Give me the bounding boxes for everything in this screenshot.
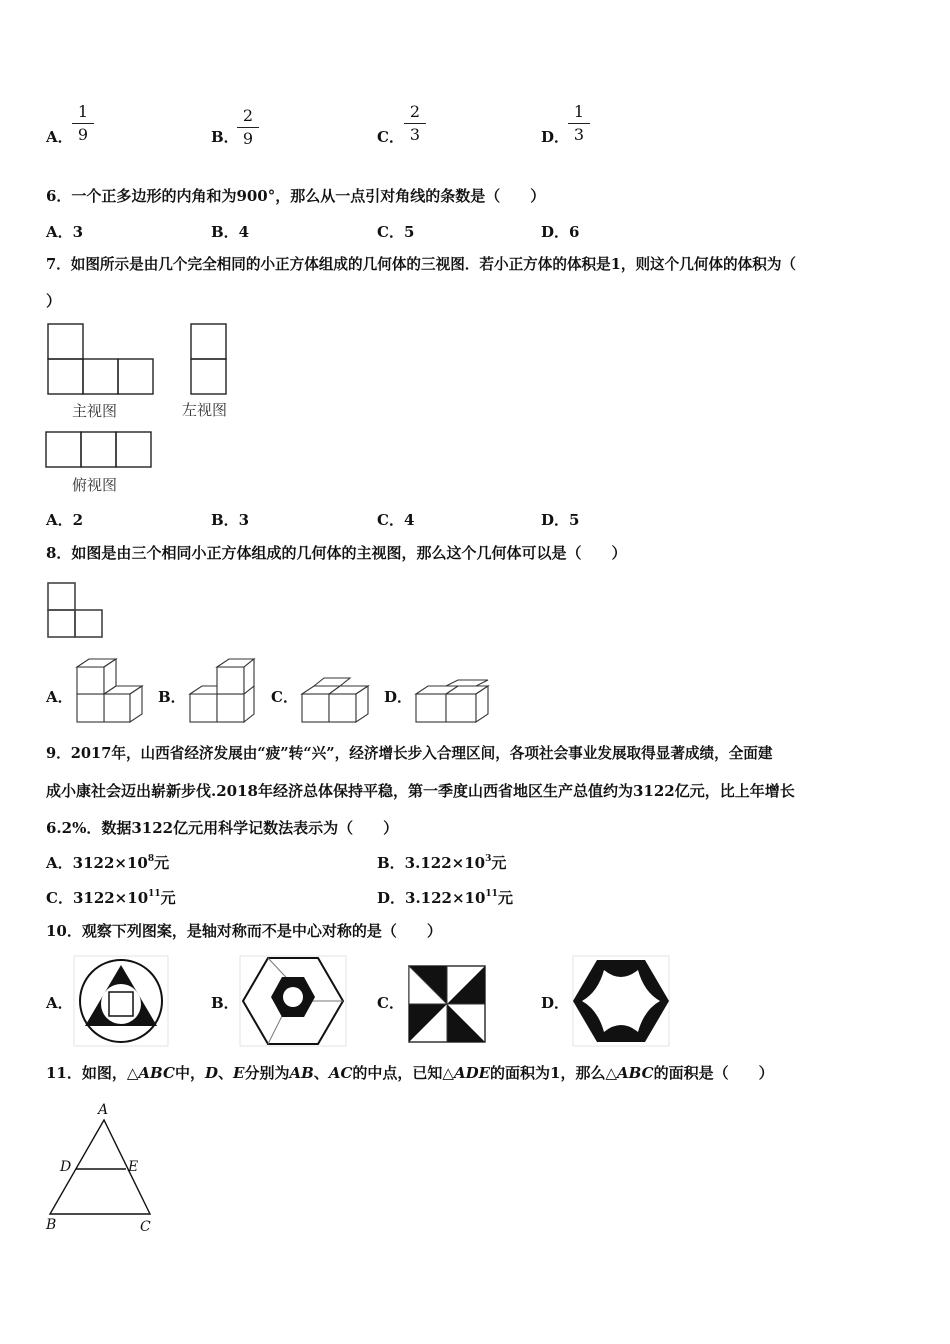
q9-stem-line3: 6.2%．数据3122亿元用科学记数法表示为（ ） bbox=[46, 819, 399, 837]
q11-label-c: C bbox=[140, 1219, 151, 1235]
q7-option-b[interactable]: B．3 bbox=[211, 511, 250, 529]
q11-segment-ab: AB bbox=[289, 1064, 314, 1082]
q6-option-a[interactable]: A．3 bbox=[46, 223, 84, 241]
q9-option-d-exponent: 11 bbox=[485, 889, 498, 899]
q10-stem: 10．观察下列图案，是轴对称而不是中心对称的是（ ） bbox=[46, 922, 442, 940]
q11-triangle-abc: ABC bbox=[138, 1064, 175, 1082]
q5-b-denominator: 9 bbox=[242, 129, 254, 148]
q7-top-view-label: 俯视图 bbox=[72, 476, 118, 494]
q11-stem-part2: 中， bbox=[174, 1064, 205, 1082]
q9-option-b-base: B．3.122×10 bbox=[377, 854, 486, 872]
q5-c-denominator: 3 bbox=[409, 125, 421, 144]
q5-a-numerator: 1 bbox=[77, 102, 89, 121]
q11-stem-part8: 的面积是（ ） bbox=[653, 1064, 774, 1082]
q8-option-c[interactable]: C． bbox=[271, 688, 298, 706]
q5-option-b-letter: B． bbox=[211, 128, 239, 146]
q11-stem-part6: 的中点，已知△ bbox=[352, 1064, 454, 1082]
q7-left-view-label: 左视图 bbox=[182, 401, 228, 419]
q10-option-d[interactable]: D． bbox=[541, 994, 570, 1012]
q9-option-b-exponent: 3 bbox=[485, 854, 492, 864]
q5-option-d-letter: D． bbox=[541, 128, 570, 146]
q9-option-a-exponent: 8 bbox=[147, 854, 155, 864]
q11-stem-part3: 、 bbox=[218, 1064, 234, 1082]
q11-stem-part7: 的面积为1，那么△ bbox=[490, 1064, 618, 1082]
q6-stem: 6．一个正多边形的内角和为900°，那么从一点引对角线的条数是（ ） bbox=[46, 187, 546, 205]
q5-option-c-letter: C． bbox=[377, 128, 404, 146]
q10-option-b[interactable]: B． bbox=[211, 994, 239, 1012]
q11-triangle-abc-2: ABC bbox=[617, 1064, 654, 1082]
q9-option-d-unit: 元 bbox=[497, 889, 513, 907]
q7-main-view-label: 主视图 bbox=[72, 402, 118, 420]
q11-point-d: D bbox=[204, 1064, 218, 1082]
q8-option-b[interactable]: B． bbox=[158, 688, 186, 706]
q9-option-a-base: A．3122×10 bbox=[46, 854, 148, 872]
q10-option-a[interactable]: A． bbox=[46, 994, 73, 1012]
q11-point-e: E bbox=[233, 1064, 245, 1082]
q11-stem-part5: 、 bbox=[313, 1064, 329, 1082]
q7-stem-line1: 7．如图所示是由几个完全相同的小正方体组成的几何体的三视图．若小正方体的体积是1，则这个几何体的体积为（ bbox=[46, 256, 797, 273]
q7-option-a[interactable]: A．2 bbox=[46, 511, 84, 529]
q10-option-c[interactable]: C． bbox=[377, 994, 404, 1012]
q11-stem-part1: 11．如图，△ bbox=[46, 1064, 139, 1082]
q9-stem-line2: 成小康社会迈出崭新步伐.2018年经济总体保持平稳，第一季度山西省地区生产总值约为3122亿元，比上年增长 bbox=[46, 782, 795, 800]
q5-b-numerator: 2 bbox=[242, 106, 254, 125]
q5-d-denominator: 3 bbox=[573, 125, 585, 144]
q11-label-d: D bbox=[60, 1159, 72, 1175]
q9-option-d-base: D．3.122×10 bbox=[377, 889, 486, 907]
q11-stem-part4: 分别为 bbox=[244, 1064, 290, 1082]
q11-label-e: E bbox=[128, 1159, 139, 1175]
q7-option-d[interactable]: D．5 bbox=[541, 511, 580, 529]
q9-option-c-unit: 元 bbox=[160, 889, 176, 907]
q6-option-b[interactable]: B．4 bbox=[211, 223, 250, 241]
q9-option-c-exponent: 11 bbox=[148, 889, 161, 899]
q5-d-numerator: 1 bbox=[573, 102, 585, 121]
q8-option-a[interactable]: A． bbox=[46, 688, 73, 706]
q9-option-b-unit: 元 bbox=[491, 854, 507, 872]
q7-option-c[interactable]: C．4 bbox=[377, 511, 415, 529]
q8-option-d[interactable]: D． bbox=[384, 688, 413, 706]
q5-c-numerator: 2 bbox=[409, 102, 421, 121]
q6-option-c[interactable]: C．5 bbox=[377, 223, 415, 241]
q11-label-a: A bbox=[98, 1102, 109, 1118]
q5-option-a-letter: A． bbox=[46, 128, 73, 146]
q11-triangle-ade: ADE bbox=[453, 1064, 491, 1082]
q8-stem: 8．如图是由三个相同小正方体组成的几何体的主视图，那么这个几何体可以是（ ） bbox=[46, 544, 627, 562]
q9-option-c-base: C．3122×10 bbox=[46, 889, 149, 907]
q6-option-d[interactable]: D．6 bbox=[541, 223, 580, 241]
q5-a-denominator: 9 bbox=[77, 125, 89, 144]
q11-segment-ac: AC bbox=[328, 1064, 353, 1082]
q7-stem-line2: ） bbox=[46, 292, 62, 310]
q9-stem-line1: 9．2017年，山西省经济发展由“疲”转“兴”，经济增长步入合理区间，各项社会事业发展取得显著成绩，全面建 bbox=[46, 745, 773, 762]
q9-option-a-unit: 元 bbox=[154, 854, 170, 872]
q11-label-b: B bbox=[46, 1217, 57, 1233]
